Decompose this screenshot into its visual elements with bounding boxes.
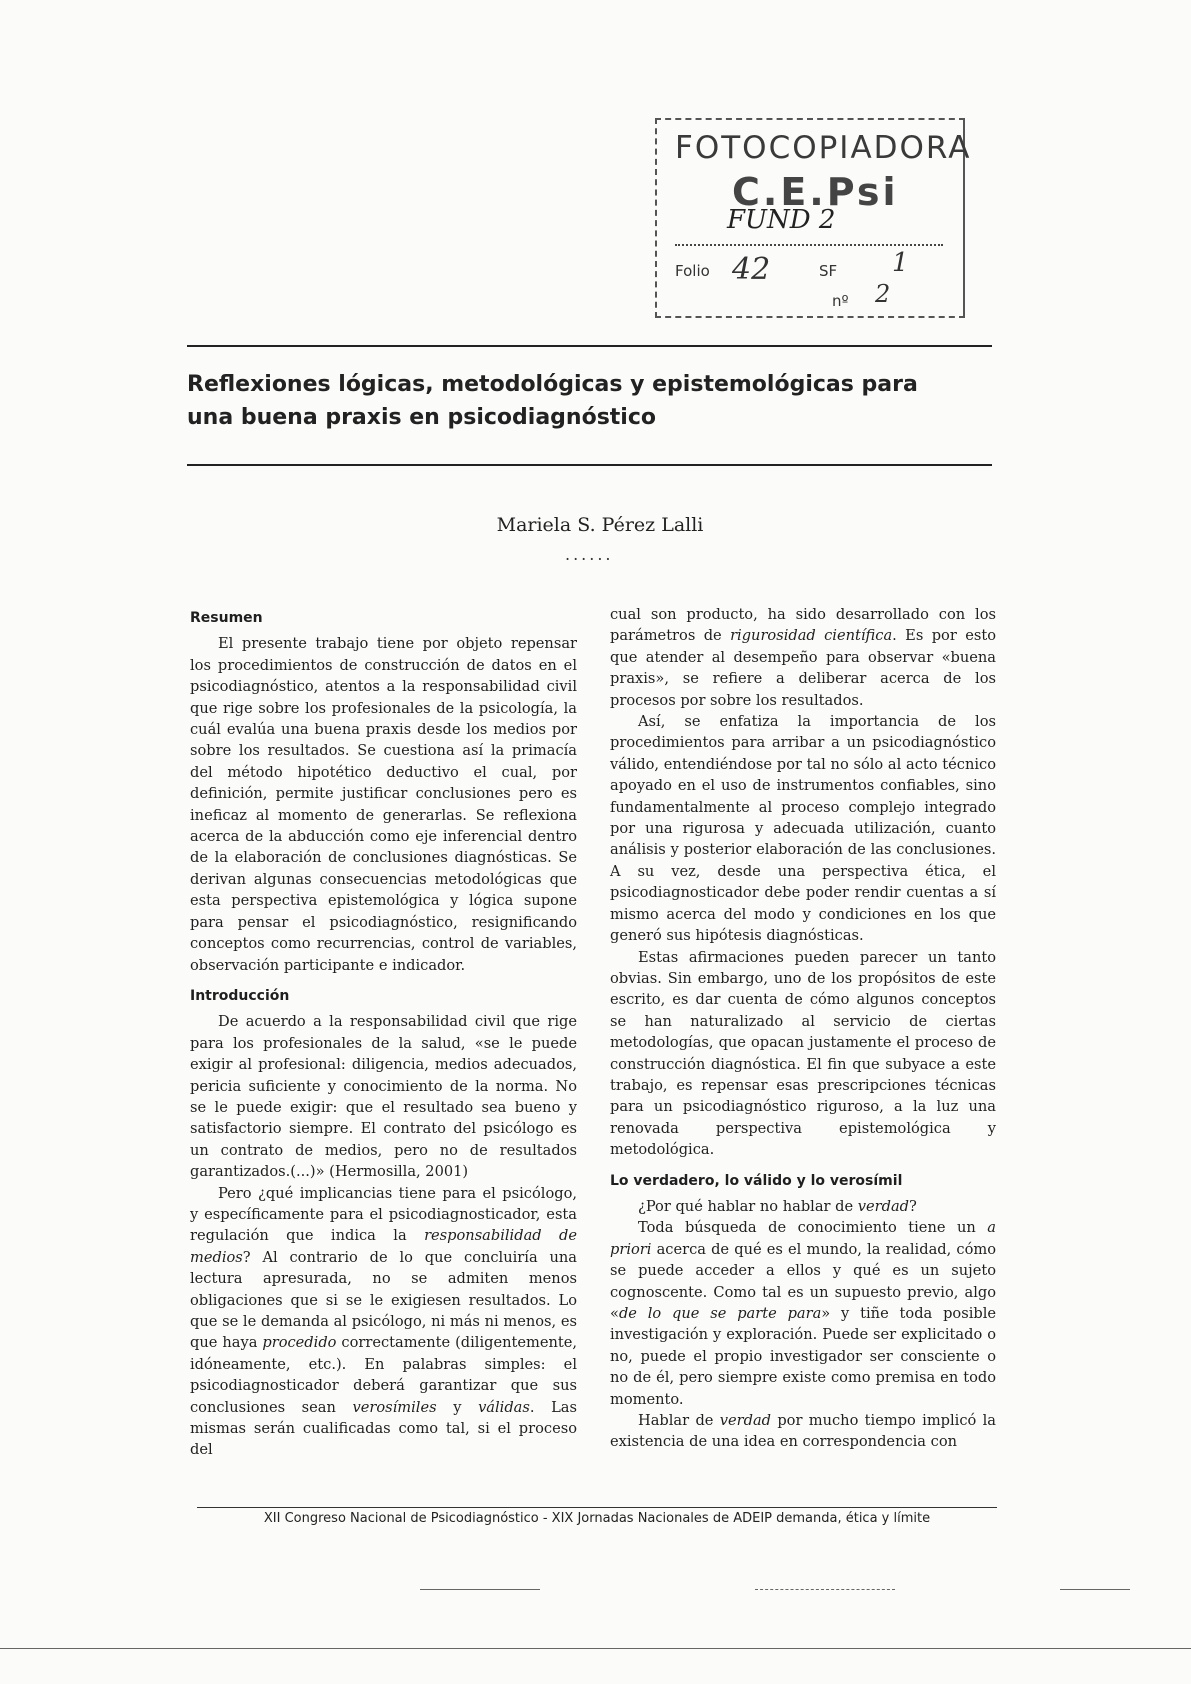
intro-paragraph-1: De acuerdo a la responsabilidad civil que rige para los profesionales de la salud, «se le puede exigir al profesional: diligencia, medios adecuados, pericia suficiente y conocimiento de la norma. No se le puede exigir: que el resultado sea bueno y satisfactorio siempre. El contrato del psicólogo es un contrato de medios, pero no de resultados garantizados.(...)» (Hermosilla, 2001)	[190, 1013, 577, 1181]
title-bottom-rule	[187, 464, 992, 466]
stamp-folio-label: Folio	[675, 262, 710, 280]
intro-heading: Introducción	[190, 987, 290, 1004]
right-paragraph-6: Hablar de verdad por mucho tiempo implicó la existencia de una idea en correspondencia con	[610, 1412, 996, 1451]
right-paragraph-2: Así, se enfatiza la importancia de los procedimientos para arribar a un psicodiagnóstico válido, entendiéndose por tal no sólo al acto técnico apoyado en el uso de instrumentos confiables, sino fundamentalmente al proceso complejo integrado por una rigurosa y adecuada utilización, cuanto análisis y posterior elaboración de las conclusiones. A su vez, desde una perspectiva ética, el psicodiagnosticador debe poder rendir cuentas a sí mismo acerca del modo y condiciones en los que generó sus hipótesis diagnósticas.	[610, 713, 996, 945]
scan-mark	[1060, 1589, 1130, 1590]
resumen-paragraph: El presente trabajo tiene por objeto repensar los procedimientos de construcción de datos en el psicodiagnóstico, atentos a la responsabilidad civil que rige sobre los profesionales de la psicología, la cuál evalúa una buena praxis desde los medios por sobre los resultados. Se cuestiona así la primacía del método hipotético deductivo el cual, por definición, permite justificar conclusiones pero es ineficaz al momento de generarlas. Se reflexiona acerca de la abducción como eje inferencial dentro de la elaboración de conclusiones diagnósticas. Se derivan algunas consecuencias metodológicas que esta perspectiva epistemológica y lógica supone para pensar el psicodiagnóstico, resignificando conceptos como recurrencias, control de variables, observación participante e indicador.	[190, 635, 577, 974]
stamp-org: C.E.Psi	[732, 170, 899, 214]
separator-dots: ......	[565, 545, 614, 564]
right-paragraph-4: ¿Por qué hablar no hablar de verdad?	[638, 1197, 917, 1215]
paper-title: Reflexiones lógicas, metodológicas y epistemológicas para una buena praxis en psicodiagnóstico	[187, 372, 918, 430]
title-top-rule	[187, 345, 992, 347]
stamp-handwritten-line: FUND 2	[727, 205, 836, 235]
stamp-dotted-line	[675, 244, 943, 246]
intro-paragraph-2: Pero ¿qué implicancias tiene para el psicólogo, y específicamente para el psicodiagnosticador, esta regulación que indica la responsabilidad de medios? Al contrario de lo que concluiría una lectura apresurada, no se admiten menos obligaciones que si se le exigiesen resultados. Lo que se le demanda al psicólogo, ni más ni menos, es que haya procedido correctamente (diligentemente, idóneamente, etc.). En palabras simples: el psicodiagnosticador deberá garantizar que sus conclusiones sean verosímiles y válidas. Las mismas serán cualificadas como tal, si el proceso del	[190, 1184, 578, 1459]
stamp-title: FOTOCOPIADORA	[675, 130, 972, 166]
stamp-nr-label: nº	[832, 292, 849, 310]
scan-mark	[420, 1589, 540, 1590]
photocopy-stamp	[655, 118, 972, 318]
stamp-sf-label: SF	[819, 262, 838, 280]
left-column	[190, 608, 577, 1461]
right-paragraph-3: Estas afirmaciones pueden parecer un tanto obvias. Sin embargo, uno de los propósitos de este escrito, es dar cuenta de cómo algunos conceptos se han naturalizado al servicio de ciertas metodologías, que opacan justamente el proceso de construcción diagnóstica. El fin que subyace a este trabajo, es repensar esas prescripciones técnicas para un psicodiagnóstico riguroso, a la luz una renovada perspectiva epistemológica y metodológica.	[610, 948, 996, 1159]
stamp-nr-value: 2	[875, 280, 891, 308]
stamp-folio-value: 42	[732, 252, 771, 287]
section-heading-verdadero: Lo verdadero, lo válido y lo verosímil	[610, 1172, 903, 1189]
page-footer: XII Congreso Nacional de Psicodiagnóstico - XIX Jornadas Nacionales de ADEIP demanda, ética y límite	[263, 1511, 931, 1526]
resumen-heading: Resumen	[190, 610, 263, 626]
footer-rule	[197, 1507, 997, 1508]
author-name: Mariela S. Pérez Lalli	[496, 514, 704, 536]
right-column	[610, 604, 996, 1453]
stamp-sf-value: 1	[892, 248, 909, 278]
right-paragraph-1: cual son producto, ha sido desarrollado con los parámetros de rigurosidad científica. Es por esto que atender al desempeño para observar «buena praxis», se refiere a deliberar acerca de los procesos por sobre los resultados.	[610, 606, 996, 709]
scan-edge-line	[0, 1648, 1191, 1649]
scan-mark	[755, 1589, 895, 1590]
right-paragraph-5: Toda búsqueda de conocimiento tiene un a priori acerca de qué es el mundo, la realidad, cómo se puede acceder a ellos y qué es un sujeto cognoscente. Como tal es un supuesto previo, algo «de lo que se parte para» y tiñe toda posible investigación y exploración. Puede ser explicitado o no, puede el propio investigador ser consciente o no de él, pero siempre existe como premisa en todo momento.	[610, 1219, 997, 1408]
